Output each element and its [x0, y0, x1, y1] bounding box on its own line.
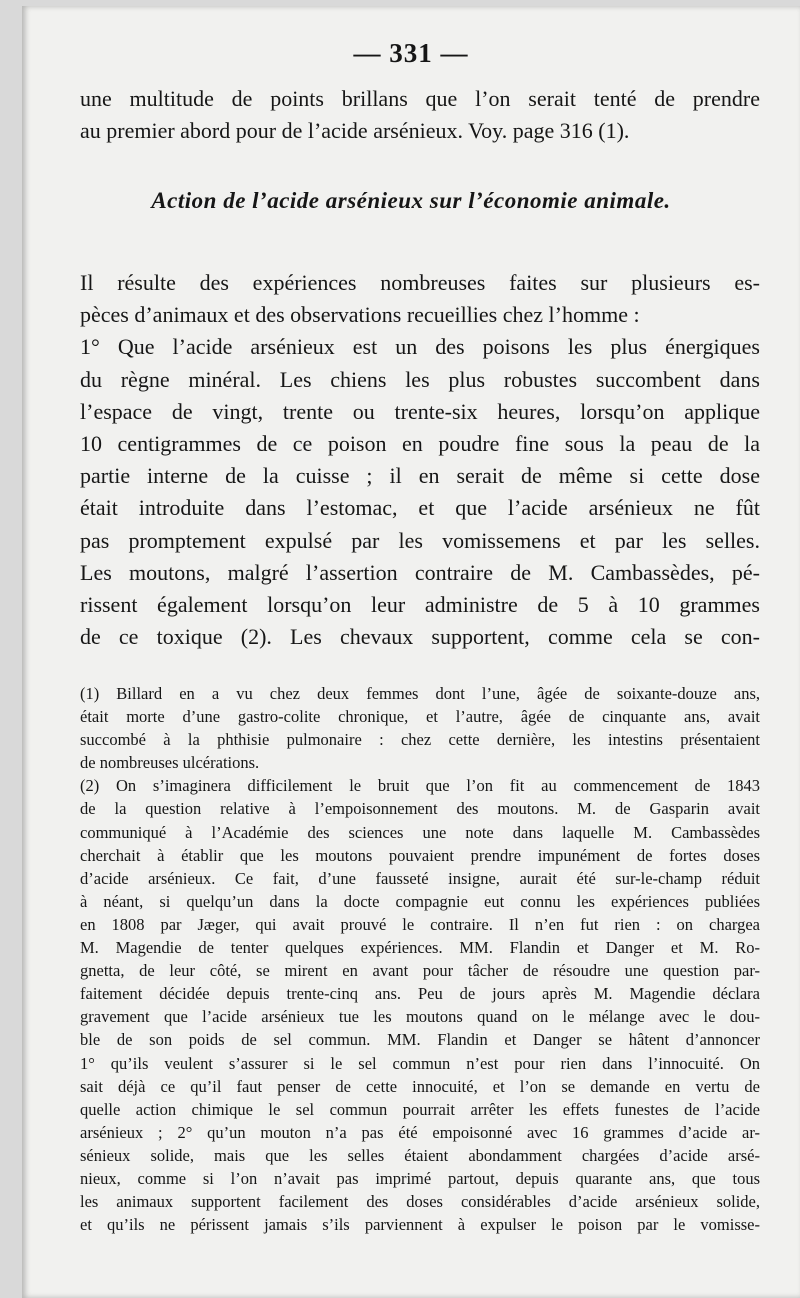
footnote-line: gnetta, de leur côté, se mirent en avant pour tâcher de résoudre une question par-: [80, 961, 760, 981]
section-heading: Action de l’acide arsénieux sur l’économie animale.: [151, 188, 671, 213]
footnote-line: ble de son poids de sel commun. MM. Flandin et Danger se hâtent d’annoncer: [80, 1030, 760, 1050]
text-line: 10 centigrammes de ce poison en poudre fine sous la peau de la: [80, 431, 760, 457]
footnote-line: (1) Billard en a vu chez deux femmes dont l’une, âgée de soixante-douze ans,: [80, 684, 760, 703]
footnote-line: de la question relative à l’empoisonnement des moutons. M. de Gasparin avait: [80, 799, 760, 819]
footnote-line: faitement décidée depuis trente-cinq ans. Peu de jours après M. Magendie déclara: [80, 984, 760, 1004]
footnote-line: (2) On s’imaginera difficilement le bruit que l’on fit au commencement de 1843: [80, 776, 760, 796]
intro-paragraph: [80, 83, 760, 147]
footnote-line: nieux, comme si l’on n’avait pas imprimé partout, depuis quarante ans, que tous: [80, 1168, 760, 1188]
text-line: était introduite dans l’estomac, et que l’acide arsénieux ne fût: [80, 495, 760, 521]
footnote-line: cherchait à établir que les moutons pouvaient prendre impunément de fortes doses: [80, 845, 760, 865]
text-line: partie interne de la cuisse ; il en serait de même si cette dose: [80, 463, 760, 489]
page-number: — 331 —: [353, 38, 469, 68]
footnote-line: en 1808 par Jæger, qui avait prouvé le contraire. Il n’en fut rien : on chargea: [80, 914, 760, 934]
footnote-line: 1° qu’ils veulent s’assurer si le sel commun n’est pour rien dans l’innocuité. On: [80, 1053, 760, 1073]
text-line: au premier abord pour de l’acide arsénieux. Voy. page 316 (1).: [80, 118, 630, 143]
footnotes: [80, 682, 760, 1236]
text-line: Il résulte des expériences nombreuses faites sur plusieurs es-: [80, 270, 760, 295]
footnote-line: d’acide arsénieux. Ce fait, d’une fausseté insigne, aurait été sur-le-champ réduit: [80, 868, 760, 888]
text-line: pas promptement expulsé par les vomissemens et par les selles.: [80, 527, 760, 553]
text-line: rissent également lorsqu’on leur administre de 5 à 10 grammes: [80, 592, 760, 618]
text-line: une multitude de points brillans que l’on serait tenté de prendre: [80, 86, 760, 111]
footnote-line: à néant, si quelqu’un dans la docte compagnie eut connu les expériences publiées: [80, 891, 760, 911]
book-page: [22, 6, 800, 1298]
text-line: 1° Que l’acide arsénieux est un des poisons les plus énergiques: [80, 334, 760, 360]
footnote-line: sénieux solide, mais que les selles étaient abondamment chargées d’acide arsé-: [80, 1145, 760, 1165]
text-line: pèces d’animaux et des observations recueillies chez l’homme :: [80, 302, 640, 328]
footnote-line: M. Magendie de tenter quelques expériences. MM. Flandin et Danger et M. Ro-: [80, 938, 760, 958]
footnote-line: succombé à la phthisie pulmonaire : chez cette dernière, les intestins présentaient: [80, 730, 760, 750]
text-line: l’espace de vingt, trente ou trente-six heures, lorsqu’on applique: [80, 398, 760, 424]
footnote-line: sait déjà ce qu’il faut penser de cette innocuité, et l’on se demande en vertu de: [80, 1076, 760, 1096]
main-paragraph: [80, 267, 760, 653]
text-line: de ce toxique (2). Les chevaux supportent, comme cela se con-: [80, 624, 760, 650]
footnote-line: les animaux supportent facilement des doses considérables d’acide arsénieux solide,: [80, 1192, 760, 1212]
footnote-line: était morte d’une gastro-colite chronique, et l’autre, âgée de cinquante ans, avait: [80, 707, 760, 727]
footnote-line: arsénieux ; 2° qu’un mouton n’a pas été empoisonné avec 16 grammes d’acide ar-: [80, 1122, 760, 1142]
text-line: du règne minéral. Les chiens les plus robustes succombent dans: [80, 366, 760, 392]
footnote-line: et qu’ils ne périssent jamais s’ils parviennent à expulser le poison par le vomisse-: [80, 1215, 760, 1235]
text-line: Les moutons, malgré l’assertion contraire de M. Cambassèdes, pé-: [80, 559, 760, 585]
footnote-line: gravement que l’acide arsénieux tue les moutons quand on le mélange avec le dou-: [80, 1007, 760, 1027]
footnote-line: communiqué à l’Académie des sciences une note dans laquelle M. Cambassèdes: [80, 822, 760, 842]
footnote-line: quelle action chimique le sel commun pourrait arrêter les effets funestes de l’acide: [80, 1099, 760, 1119]
footnote-line: de nombreuses ulcérations.: [80, 753, 260, 773]
